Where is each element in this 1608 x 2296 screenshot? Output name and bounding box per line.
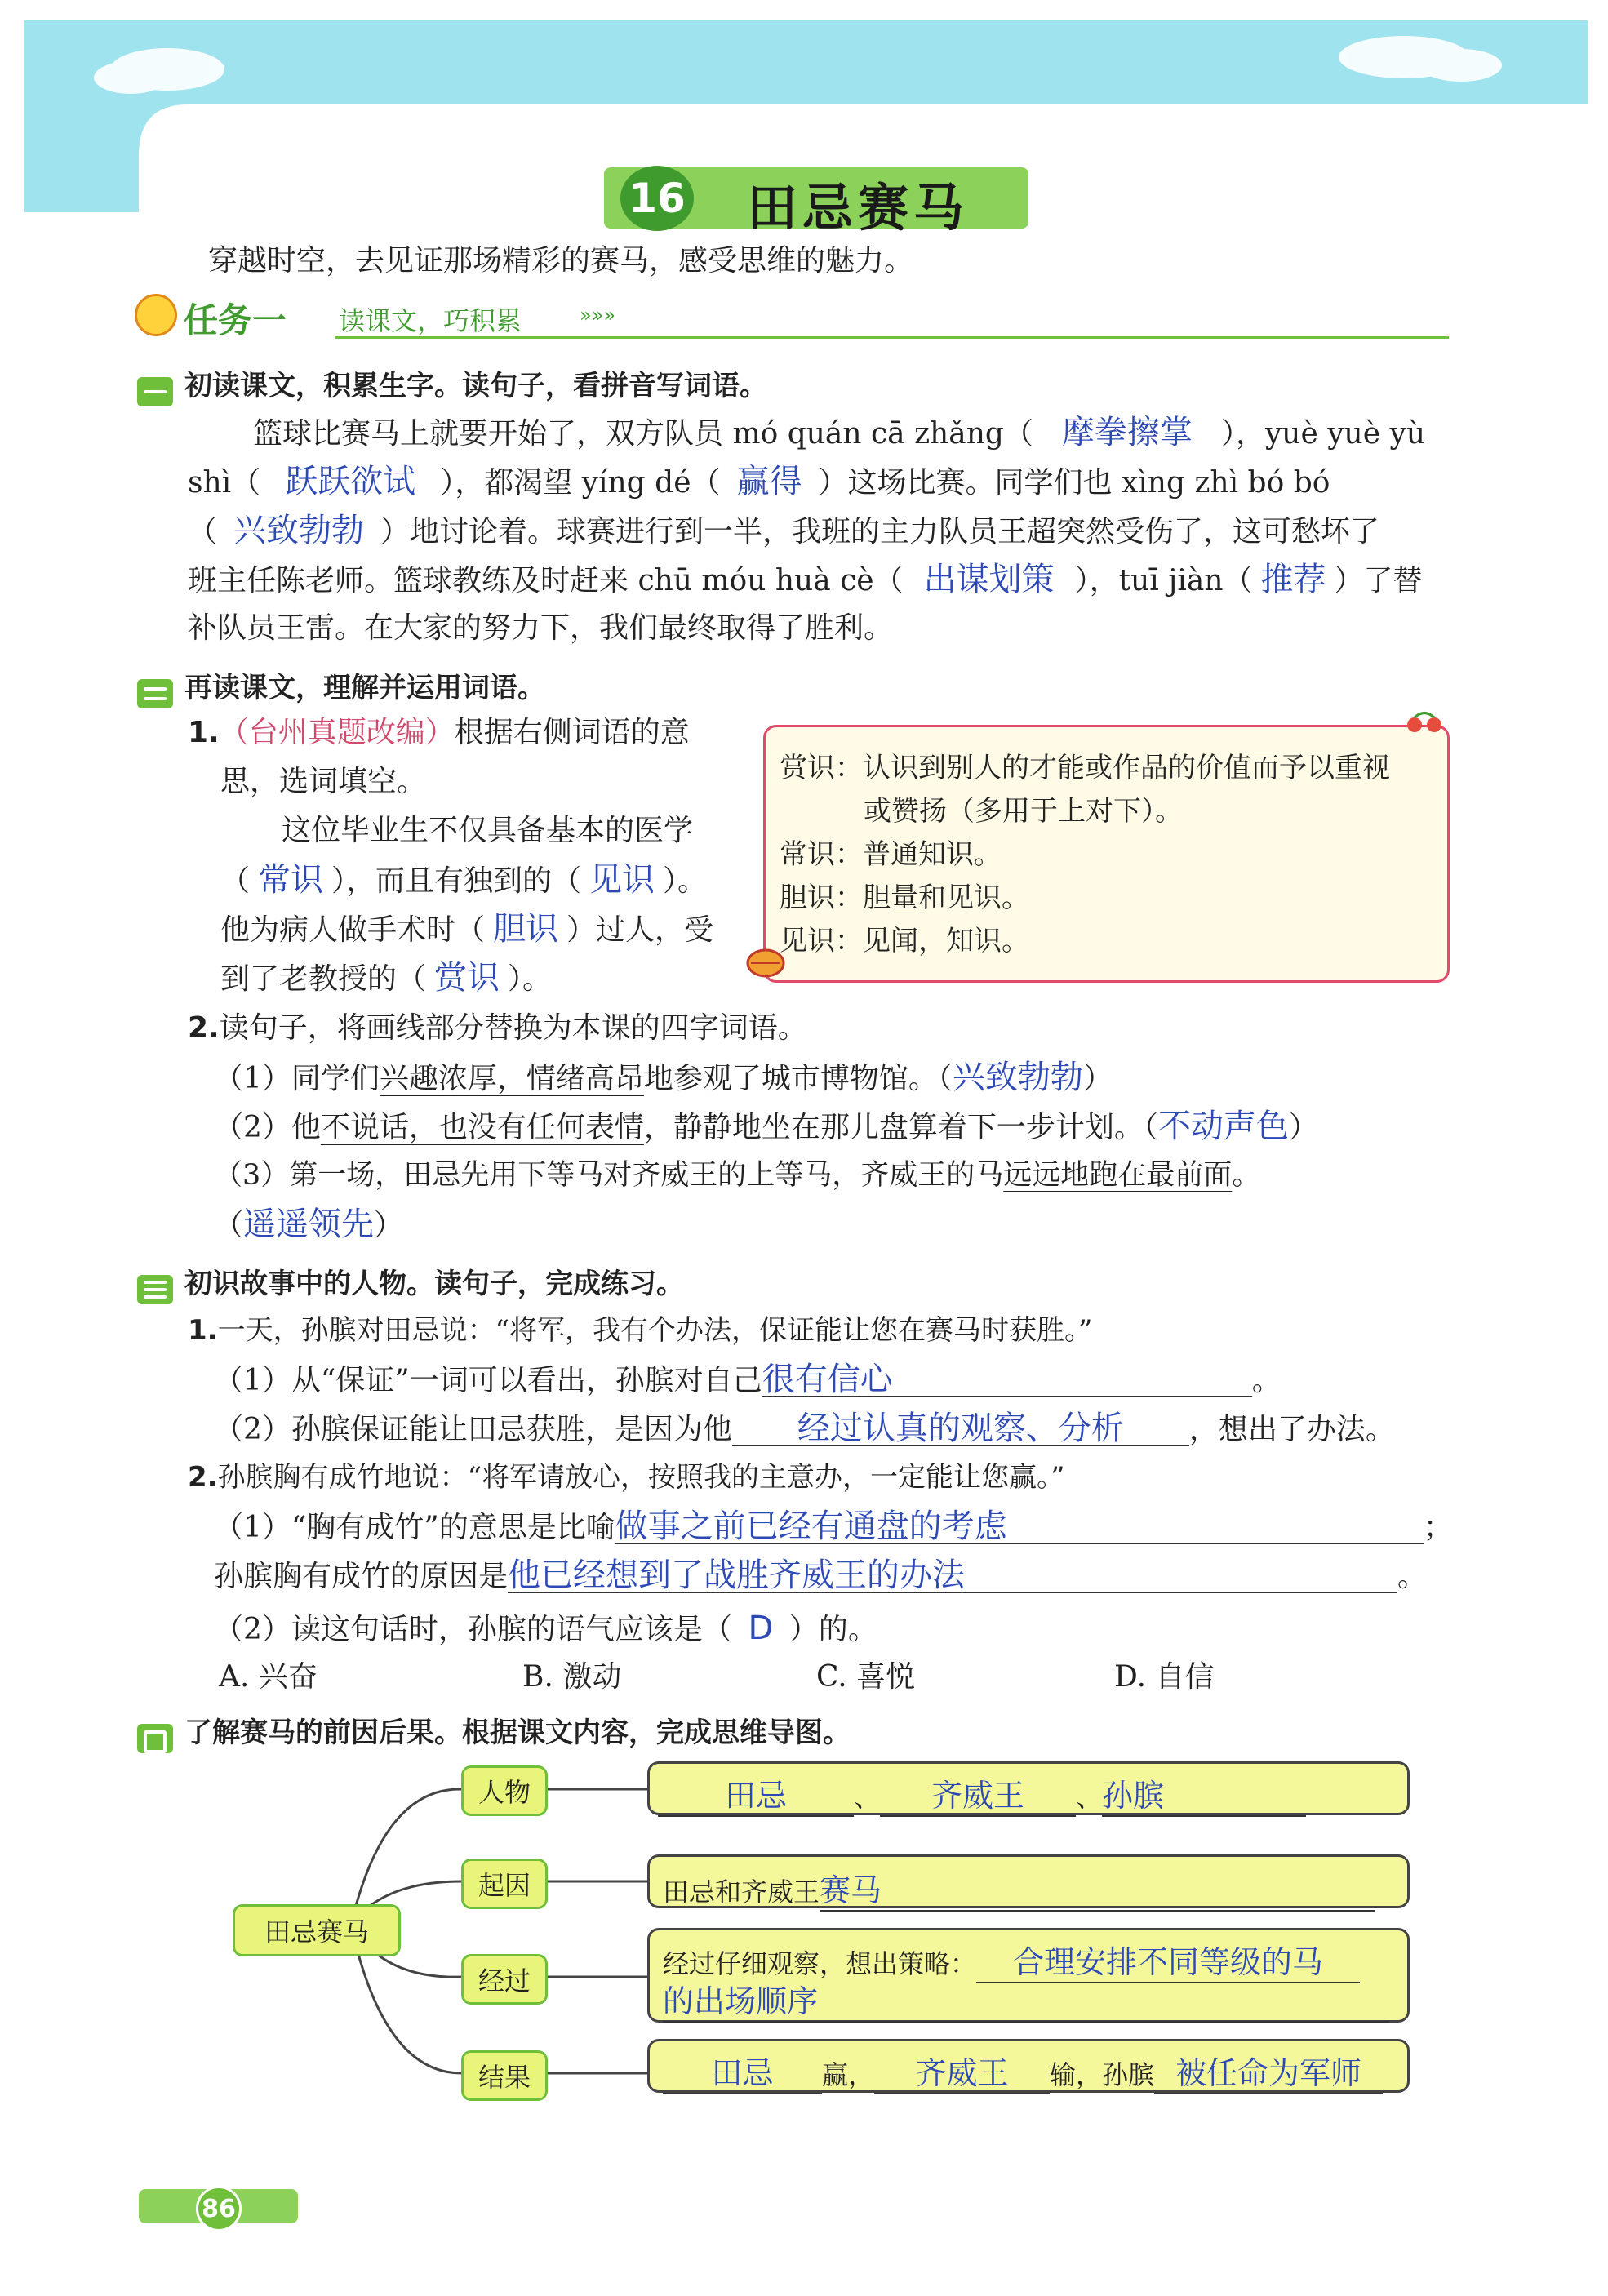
source-tag: （台州真题改编）: [219, 716, 455, 749]
mindmap-center: 田忌赛马: [233, 1904, 401, 1956]
answer-changshi: 常识: [258, 861, 324, 899]
s2-q1-line-4: （ 常识 ），而且有独到的（ 见识 ）。: [220, 861, 708, 899]
option-d: D. 自信: [1114, 1660, 1215, 1694]
answer-q2-3: 遥遥领先: [243, 1206, 375, 1243]
mindmap-node-process: 经过: [461, 1954, 548, 2005]
answer-person-1: 田忌: [658, 1770, 854, 1817]
answer-person-2: 齐威王: [880, 1770, 1076, 1817]
s2-q2-2: （2）他不说话，也没有任何表情，静静地坐在那儿盘算着下一步计划。（不动声色）: [214, 1108, 1318, 1145]
answer-person-3: 孙膑: [1102, 1770, 1306, 1817]
page-number: 86: [196, 2186, 242, 2232]
task-label: 任务一: [184, 300, 287, 340]
answer-q2-2: 不动声色: [1157, 1108, 1289, 1145]
s3-q1-2: （2）孙膑保证能让田忌获胜，是因为他 经过认真的观察、分析 ，想出了办法。: [214, 1410, 1395, 1447]
answer-ying-de: 赢得: [736, 463, 802, 500]
section-3-title: 初识故事中的人物。读句子，完成练习。: [184, 1268, 684, 1300]
section-3-heading: [137, 1261, 684, 1304]
number-three-icon: [137, 1275, 173, 1304]
task-divider: [335, 336, 1449, 339]
mindmap-box-cause: 田忌和齐威王赛马: [647, 1854, 1410, 1908]
s1-line-3: （ 兴致勃勃 ）地讨论着。球赛进行到一半，我班的主力队员王超突然受伤了，这可愁坏了: [188, 512, 1380, 549]
s2-q2-prompt: 2.读句子，将画线部分替换为本课的四字词语。: [188, 1011, 807, 1045]
definitions-list: [780, 747, 1390, 963]
mindmap-node-people: 人物: [461, 1765, 548, 1816]
mindmap-box-process: 经过仔细观察，想出策略： 合理安排不同等级的马 的出场顺序: [647, 1928, 1410, 2023]
arrows-icon: »»»: [580, 304, 616, 326]
s1-line-1: 篮球比赛马上就要开始了，双方队员 mó quán cā zhǎng（ 摩拳擦掌 ），yuè yuè yù: [253, 414, 1426, 451]
answer-s3-q2-2: D: [748, 1610, 774, 1647]
mindmap-node-result: 结果: [461, 2050, 548, 2101]
answer-result-2: 齐威王: [874, 2048, 1050, 2094]
answer-s3-q2-1: 做事之前已经有通盘的考虑: [615, 1510, 1424, 1544]
answer-chu-mou-hua-ce: 出谋划策: [923, 561, 1055, 598]
s1-line-2: shì（ 跃跃欲试 ），都渴望 yíng dé（ 赢得 ）这场比赛。同学们也 xìng zhì bó bó: [188, 463, 1330, 500]
answer-s3-q2-1b: 他已经想到了战胜齐威王的办法: [508, 1559, 1397, 1593]
def-row: 或赞扬（多用于上对下）。: [864, 795, 1183, 828]
s3-q1-1: （1）从“保证”一词可以看出，孙膑对自己很有信心 。: [214, 1361, 1282, 1398]
mindmap-box-result: 田忌 赢， 齐威王 输，孙膑 被任命为军师: [647, 2039, 1410, 2093]
option-a: A. 兴奋: [219, 1660, 318, 1694]
answer-result-3: 被任命为军师: [1154, 2048, 1383, 2094]
def-row: 常识：普通知识。: [780, 838, 1002, 871]
def-row: 胆识：胆量和见识。: [780, 882, 1029, 914]
s2-q2-1: （1）同学们兴趣浓厚，情绪高昂地参观了城市博物馆。（兴致勃勃）: [214, 1059, 1113, 1096]
def-row: 见识：见闻，知识。: [780, 925, 1029, 957]
lesson-number: 16: [620, 166, 694, 231]
answer-process-1: 合理安排不同等级的马: [976, 1937, 1360, 1983]
option-b: B. 激动: [522, 1660, 622, 1694]
answer-yue-yue-yu-shi: 跃跃欲试: [285, 463, 416, 500]
option-c: C. 喜悦: [816, 1660, 916, 1694]
answer-s3-q1-1: 很有信心: [762, 1363, 1252, 1397]
s2-q1-line-5: 他为病人做手术时（ 胆识 ）过人，受: [220, 910, 714, 948]
answer-s3-q1-2: 经过认真的观察、分析: [732, 1412, 1189, 1446]
answer-shangshi: 赏识: [434, 959, 500, 997]
s3-q1-prompt: 1.一天，孙膑对田忌说：“将军，我有个办法，保证能让您在赛马时获胜。”: [188, 1314, 1093, 1347]
number-two-icon: [137, 679, 173, 708]
intro-text: 穿越时空，去见证那场精彩的赛马，感受思维的魅力。: [208, 244, 914, 278]
answer-q2-1: 兴致勃勃: [952, 1059, 1083, 1096]
s2-q2-3-answer: （遥遥领先）: [214, 1206, 404, 1243]
section-2-title: 再读课文，理解并运用词语。: [184, 672, 545, 704]
task-subtitle: 读课文，巧积累: [339, 305, 522, 336]
s2-q1-line-2: 思，选词填空。: [220, 765, 427, 798]
section-1-heading: [137, 363, 767, 406]
answer-cause: 赛马: [820, 1865, 1375, 1912]
s2-q1-line-3: 这位毕业生不仅具备基本的医学: [282, 814, 694, 847]
s3-q2-1b: 孙膑胸有成竹的原因是他已经想到了战胜齐威王的办法 。: [214, 1557, 1428, 1594]
page-title: 田忌赛马: [747, 178, 970, 238]
section-4-title: 了解赛马的前因后果。根据课文内容，完成思维导图。: [184, 1716, 851, 1749]
answer-process-2: 的出场顺序: [663, 1976, 1389, 2023]
answer-danshi: 胆识: [493, 910, 559, 948]
answer-result-1: 田忌: [663, 2048, 822, 2094]
s3-q2-2: （2）读这句话时，孙膑的语气应该是（ D ）的。: [214, 1610, 877, 1647]
answer-tui-jian: 推荐: [1260, 561, 1326, 598]
s3-q2-1: （1）“胸有成竹”的意思是比喻做事之前已经有通盘的考虑 ；: [214, 1508, 1453, 1545]
answer-mo-quan-ca-zhang: 摩拳擦掌: [1061, 414, 1193, 451]
cherry-icon: [1400, 708, 1449, 733]
lightbulb-icon: [135, 294, 177, 336]
def-row: 赏识：认识到别人的才能或作品的价值而予以重视: [780, 752, 1390, 784]
s2-q2-3: （3）第一场，田忌先用下等马对齐威王的上等马，齐威王的马远远地跑在最前面。: [214, 1159, 1261, 1192]
s1-line-5: 补队员王雷。在大家的努力下，我们最终取得了胜利。: [188, 611, 894, 645]
answer-jianshi: 见识: [589, 861, 655, 899]
number-one-icon: [137, 377, 173, 406]
mindmap-box-people: 田忌 、 齐威王 、孙膑: [647, 1761, 1410, 1815]
answer-xing-zhi-bo-bo: 兴致勃勃: [233, 512, 365, 549]
section-2-heading: [137, 665, 545, 708]
mindmap-node-cause: 起因: [461, 1859, 548, 1909]
s2-q1-line-6: 到了老教授的（ 赏识 ）。: [220, 959, 553, 997]
s3-q2-prompt: 2.孙膑胸有成竹地说：“将军请放心，按照我的主意办，一定能让您赢。”: [188, 1461, 1065, 1494]
s2-q1-line-1: 1.（台州真题改编）根据右侧词语的意: [188, 716, 690, 749]
s1-line-4: 班主任陈老师。篮球教练及时赶来 chū móu huà cè（ 出谋划策 ），tuī jiàn（ 推荐 ）了替: [188, 561, 1423, 598]
section-1-title: 初读课文，积累生字。读句子，看拼音写词语。: [184, 370, 767, 402]
